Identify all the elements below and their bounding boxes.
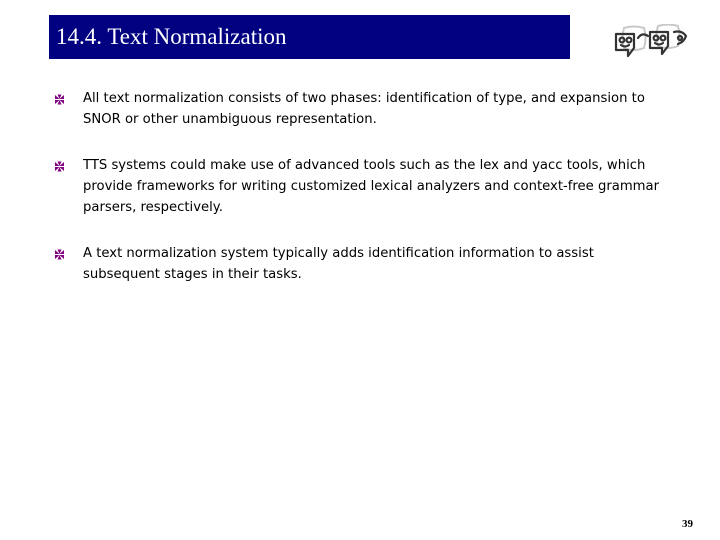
bullet-list [54, 88, 674, 285]
bullet-item [54, 155, 674, 218]
bullet-item [54, 243, 674, 285]
slide-title: 14.4. Text Normalization [56, 24, 287, 49]
diamond-bullet-icon [54, 161, 65, 172]
diamond-bullet-icon [54, 249, 65, 260]
bullet-text: All text normalization consists of two phases: identification of type, and expansion to SNOR or other unambiguous representation. [83, 91, 645, 127]
title-bar [49, 15, 570, 59]
diamond-bullet-icon [54, 94, 65, 105]
bullet-text: A text normalization system typically adds identification information to assist subsequent stages in their tasks. [83, 246, 594, 282]
faces-logo-icon [612, 24, 688, 60]
bullet-item [54, 88, 674, 130]
page-number: 39 [682, 518, 693, 530]
bullet-text: TTS systems could make use of advanced tools such as the lex and yacc tools, which provide frameworks for writing customized lexical analyzers and context-free grammar parsers, respectively. [83, 158, 660, 215]
